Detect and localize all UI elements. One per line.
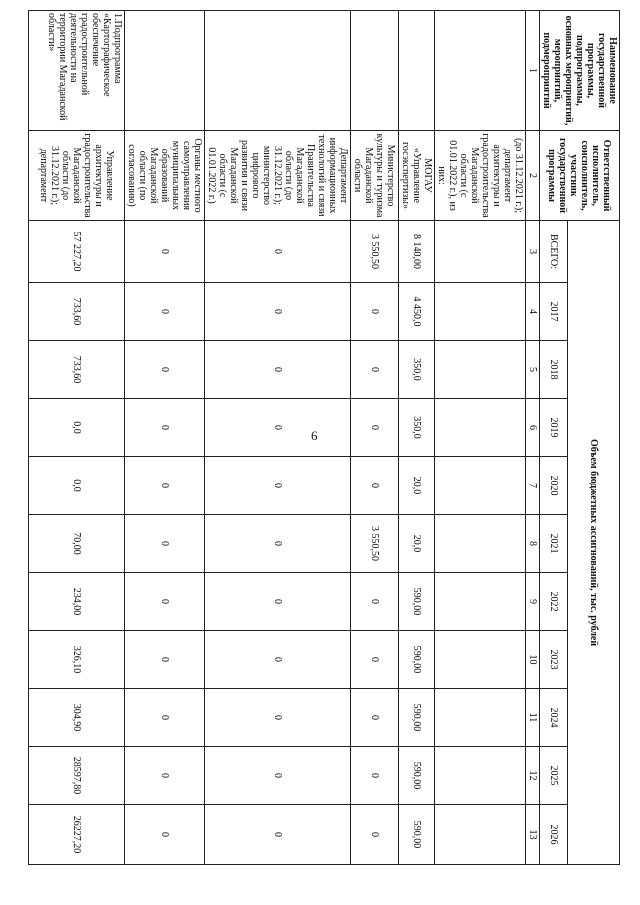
page-number: 6 bbox=[311, 428, 318, 443]
header-year: 2022 bbox=[540, 573, 568, 631]
row-total-value bbox=[435, 221, 526, 283]
header-year: 2023 bbox=[540, 631, 568, 689]
row-year-value: 0 bbox=[351, 341, 399, 399]
row-year-value: 350,0 bbox=[399, 341, 435, 399]
table-row bbox=[435, 11, 526, 865]
table-header bbox=[526, 11, 620, 865]
header-year: 2019 bbox=[540, 399, 568, 457]
row-executor: МОГАУ «Управление госэкспертизы» bbox=[399, 131, 435, 221]
row-year-value: 0,0 bbox=[29, 399, 125, 457]
row-name bbox=[351, 11, 399, 131]
column-number-row bbox=[526, 11, 540, 865]
header-year: 2018 bbox=[540, 341, 568, 399]
row-year-value: 0 bbox=[205, 515, 351, 573]
table-row bbox=[205, 11, 351, 865]
column-number: 8 bbox=[526, 515, 540, 573]
column-number: 5 bbox=[526, 341, 540, 399]
row-executor: Департамент информационных технологий и связи Правительства Магаданской области (до 31.12.2021 г.); министерство цифрового развития и связи Магаданской области (с 01.01.2022 г.) bbox=[205, 131, 351, 221]
row-name bbox=[205, 11, 351, 131]
column-number: 12 bbox=[526, 747, 540, 805]
column-number: 6 bbox=[526, 399, 540, 457]
column-number: 7 bbox=[526, 457, 540, 515]
row-year-value bbox=[435, 689, 526, 747]
column-number: 2 bbox=[526, 131, 540, 221]
row-year-value: 350,0 bbox=[399, 399, 435, 457]
row-year-value: 0 bbox=[205, 457, 351, 515]
row-year-value: 20,0 bbox=[399, 457, 435, 515]
budget-table bbox=[28, 10, 620, 865]
row-year-value: 326,10 bbox=[29, 631, 125, 689]
row-executor: Министерство культуры и туризма Магаданской области bbox=[351, 131, 399, 221]
row-year-value: 0 bbox=[125, 689, 205, 747]
row-total-value: 8 140,00 bbox=[399, 221, 435, 283]
row-year-value: 0 bbox=[125, 283, 205, 341]
row-year-value bbox=[435, 283, 526, 341]
row-total-value: 57 227,20 bbox=[29, 221, 125, 283]
row-year-value: 590,00 bbox=[399, 747, 435, 805]
table-row bbox=[29, 11, 125, 865]
rotated-table-page bbox=[38, 0, 640, 872]
row-year-value: 0 bbox=[351, 747, 399, 805]
table-body bbox=[29, 11, 526, 865]
row-year-value bbox=[435, 515, 526, 573]
row-year-value: 0 bbox=[205, 631, 351, 689]
row-year-value: 0 bbox=[125, 805, 205, 865]
row-year-value: 0 bbox=[125, 341, 205, 399]
row-year-value bbox=[435, 805, 526, 865]
row-year-value: 0 bbox=[205, 341, 351, 399]
header-year: 2025 bbox=[540, 747, 568, 805]
row-year-value bbox=[435, 747, 526, 805]
row-executor: Органы местного самоуправления муниципальных образований Магаданской области (по согласованию) bbox=[125, 131, 205, 221]
row-year-value: 0 bbox=[351, 457, 399, 515]
row-year-value: 0 bbox=[205, 399, 351, 457]
row-year-value: 3 550,50 bbox=[351, 515, 399, 573]
row-name bbox=[435, 11, 526, 131]
row-year-value: 733,60 bbox=[29, 283, 125, 341]
row-year-value: 0 bbox=[351, 573, 399, 631]
row-year-value: 0 bbox=[351, 399, 399, 457]
table-row bbox=[351, 11, 399, 865]
column-number: 9 bbox=[526, 573, 540, 631]
header-year: 2017 bbox=[540, 283, 568, 341]
row-year-value: 0 bbox=[205, 573, 351, 631]
row-name: 1.Подпрограмма «Картографическое обеспечение градостроительной деятельности на территории Магаданской области» bbox=[29, 11, 125, 131]
row-year-value: 0 bbox=[125, 515, 205, 573]
column-number: 13 bbox=[526, 805, 540, 865]
row-year-value: 733,60 bbox=[29, 341, 125, 399]
column-number: 10 bbox=[526, 631, 540, 689]
row-year-value: 0 bbox=[125, 573, 205, 631]
row-total-value: 0 bbox=[205, 221, 351, 283]
row-year-value: 0 bbox=[125, 747, 205, 805]
column-number: 1 bbox=[526, 11, 540, 131]
row-year-value: 0 bbox=[205, 747, 351, 805]
row-year-value: 0 bbox=[205, 805, 351, 865]
row-year-value: 0,0 bbox=[29, 457, 125, 515]
table-row bbox=[125, 11, 205, 865]
row-year-value: 0 bbox=[125, 457, 205, 515]
header-year: 2024 bbox=[540, 689, 568, 747]
row-year-value: 304,90 bbox=[29, 689, 125, 747]
row-year-value: 590,00 bbox=[399, 631, 435, 689]
row-name bbox=[399, 11, 435, 131]
row-year-value: 590,00 bbox=[399, 805, 435, 865]
row-year-value: 590,00 bbox=[399, 573, 435, 631]
row-name bbox=[125, 11, 205, 131]
header-name: Наименование государственной программы, подпрограммы, основных мероприятий, мероприятий, подмероприятий bbox=[540, 11, 620, 131]
header-year: 2020 bbox=[540, 457, 568, 515]
row-year-value bbox=[435, 457, 526, 515]
row-year-value: 0 bbox=[351, 631, 399, 689]
column-number: 4 bbox=[526, 283, 540, 341]
row-year-value bbox=[435, 399, 526, 457]
row-year-value: 0 bbox=[205, 689, 351, 747]
row-year-value bbox=[435, 631, 526, 689]
row-year-value: 70,00 bbox=[29, 515, 125, 573]
row-year-value: 234,00 bbox=[29, 573, 125, 631]
header-year: 2021 bbox=[540, 515, 568, 573]
column-number: 3 bbox=[526, 221, 540, 283]
row-total-value: 3 550,50 bbox=[351, 221, 399, 283]
table-row bbox=[399, 11, 435, 865]
row-year-value: 26227,20 bbox=[29, 805, 125, 865]
header-year: 2026 bbox=[540, 805, 568, 865]
row-year-value bbox=[435, 341, 526, 399]
row-year-value: 0 bbox=[351, 689, 399, 747]
header-budget: Объем бюджетных ассигнований, тыс. рублей bbox=[568, 221, 620, 865]
row-year-value: 590,00 bbox=[399, 689, 435, 747]
header-total: ВСЕГО: bbox=[540, 221, 568, 283]
row-year-value: 4 450,0 bbox=[399, 283, 435, 341]
row-year-value: 28597,80 bbox=[29, 747, 125, 805]
row-executor: (до 31.12.2021 г.); департамент архитектуры и градостроительства Магаданской области (с 01.01.2022 г.), из них: bbox=[435, 131, 526, 221]
row-year-value: 20,0 bbox=[399, 515, 435, 573]
row-year-value: 0 bbox=[125, 631, 205, 689]
row-executor: Управление архитектуры и градостроительства Магаданской области (до 31.12.2021 г.); департамент bbox=[29, 131, 125, 221]
column-number: 11 bbox=[526, 689, 540, 747]
row-year-value bbox=[435, 573, 526, 631]
row-year-value: 0 bbox=[351, 805, 399, 865]
row-year-value: 0 bbox=[205, 283, 351, 341]
row-year-value: 0 bbox=[125, 399, 205, 457]
header-executor: Ответственный исполнитель, соисполнитель, участник государственной программы bbox=[540, 131, 620, 221]
row-total-value: 0 bbox=[125, 221, 205, 283]
row-year-value: 0 bbox=[351, 283, 399, 341]
